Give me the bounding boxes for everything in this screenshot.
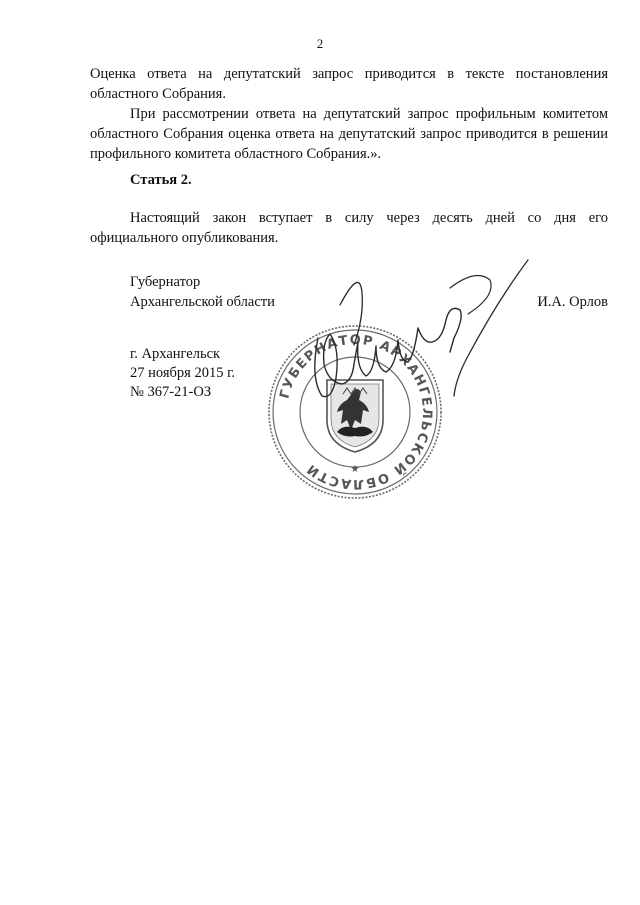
place-date-block <box>130 345 235 402</box>
paragraph-2: При рассмотрении ответа на депутатский запрос профильным комитетом областного Собрания оценка ответа на депутатский запрос приводится в решении профильного комитета областного Собрания.». <box>90 106 608 162</box>
paragraph-1: Оценка ответа на депутатский запрос приводится в тексте постановления областного Собрания. <box>90 66 608 102</box>
handwritten-signature <box>300 250 540 410</box>
signatory-title <box>130 272 275 312</box>
seal-text-path: ГУБЕРНАТОР АРХАНГЕЛЬСКОЙ ОБЛАСТИ <box>277 332 435 492</box>
seal-star-icon: ★ <box>350 464 360 475</box>
signatory-name: И.А. Орлов <box>537 294 608 310</box>
page-number: 2 <box>316 36 324 51</box>
paragraph-3: Настоящий закон вступает в силу через десять дней со дня его официального опубликования. <box>90 210 608 246</box>
article-heading: Статья 2. <box>130 172 192 188</box>
city: г. Архангельск <box>130 346 221 362</box>
signatory-title-line1: Губернатор <box>130 274 201 290</box>
date: 27 ноября 2015 г. <box>130 365 236 381</box>
law-number: № 367-21-ОЗ <box>130 384 212 400</box>
signatory-title-line2: Архангельской области <box>130 294 275 310</box>
